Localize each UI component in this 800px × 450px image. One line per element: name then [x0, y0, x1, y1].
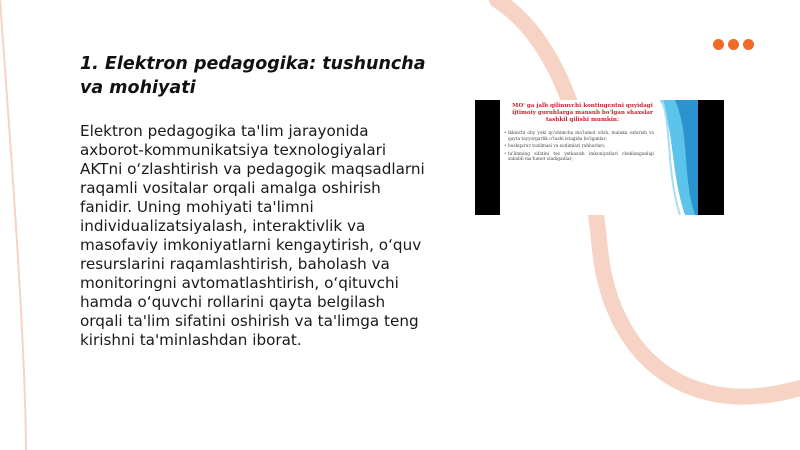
dot-icon	[743, 39, 754, 50]
menu-dots	[713, 39, 754, 50]
thumbnail-title: MO' ga jalb qilinuvchi kontingentni quyidagi ijtimoiy guruhlarga mansub bo'lgan shaxslar tashkil qilishi mumkin:	[512, 103, 653, 124]
dot-icon	[713, 39, 724, 50]
thumbnail-bullet: • ikkinchi oliy yoki qo'shimcha ma'lumot olish, malaka oshirish va qayta tayyorgarlik o'tashi istagida bo'lganlar;	[504, 131, 654, 142]
dot-icon	[728, 39, 739, 50]
thumbnail-bullet: • ta'limning sifatini tez yetkazish imkoniyatlari cheklanganligi sababli ma'lumot oladiganlar;	[504, 152, 654, 163]
slide-title: 1. Elektron pedagogika: tushuncha va mohiyati	[80, 54, 426, 98]
thumbnail-bullet: • boshqaruv tuzilmasi va xodimlari rahbarlari;	[504, 144, 654, 150]
thumbnail-slide	[500, 100, 698, 215]
slide-body-text: Elektron pedagogika ta'lim jarayonida axborot-kommunikatsiya texnologiyalari AKTni o‘zlashtirish va pedagogik maqsadlarni raqamli vositalar orqali amalga oshirish fanidir. Uning mohiyati ta'limni individualizatsiyalash, interaktivlik va masofaviy imkoniyatlarni kengaytirish, o‘quv resurslarini raqamlashtirish, baholash va monitoringni avtomatlashtirish, o‘qituvchi hamda o‘quvchi rollarini qayta belgilash orqali ta'lim sifatini oshirish va ta'limga teng kirishni ta'minlashdan iborat.	[80, 122, 425, 349]
thumbnail-wave-graphic	[500, 100, 698, 215]
slide-thumbnail-image	[475, 100, 724, 215]
